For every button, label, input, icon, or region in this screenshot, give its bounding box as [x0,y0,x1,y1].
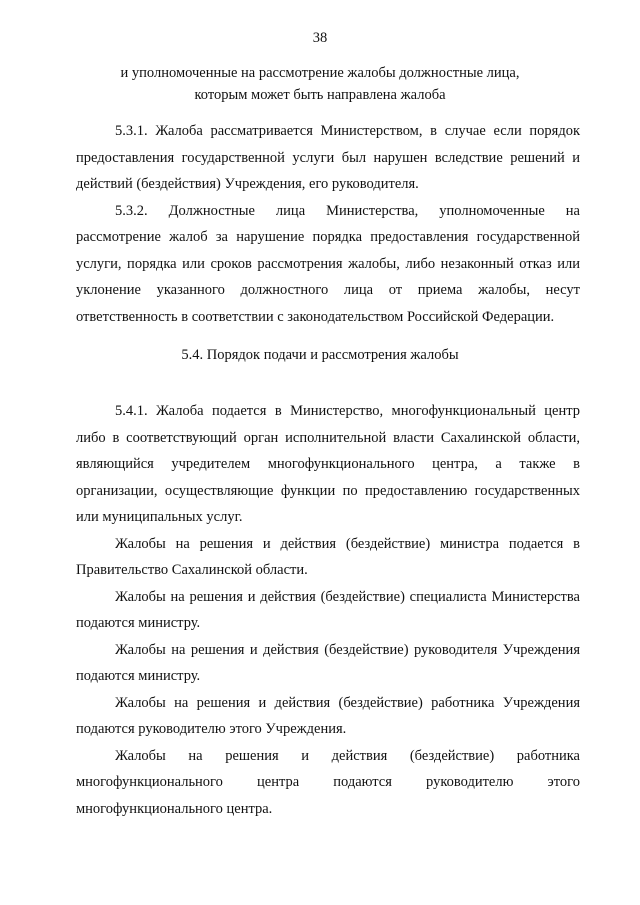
paragraph-block-5-4 [76,398,580,822]
section-heading-officials [60,62,580,106]
paragraph-employee-complaints: Жалобы на решения и действия (бездействие) работника Учреждения подаются руководителю этого Учреждения. [76,694,580,737]
paragraph-specialist-complaints: Жалобы на решения и действия (бездействие) специалиста Министерства подаются министру. [76,588,580,631]
paragraph-block-5-3 [76,118,580,330]
paragraph-minister-complaints: Жалобы на решения и действия (бездействие) министра подается в Правительство Сахалинской области. [76,535,580,578]
paragraph-5-3-2: 5.3.2. Должностные лица Министерства, уполномоченные на рассмотрение жалоб за нарушение порядка предоставления государственной услуги, порядка или сроков рассмотрения жалобы, либо незаконный отказ или уклонение указанного должностного лица от приема жалобы, несут ответственность в соответствии с законодательством Российской Федерации. [76,202,580,325]
paragraph-5-4-1: 5.4.1. Жалоба подается в Министерство, многофункциональный центр либо в соответствующий орган исполнительной власти Сахалинской области, являющийся учредителем многофункционального центра, а также в организации, осуществляющие функции по предоставлению государственных или муниципальных услуг. [76,403,580,525]
section-heading-line-1: и уполномоченные на рассмотрение жалобы должностные лица, [120,65,520,81]
page-number: 38 [312,30,328,46]
section-heading-line-2: которым может быть направлена жалоба [194,87,446,103]
paragraph-head-complaints: Жалобы на решения и действия (бездействие) руководителя Учреждения подаются министру. [76,641,580,684]
paragraph-5-3-1: 5.3.1. Жалоба рассматривается Министерством, в случае если порядок предоставления государственной услуги был нарушен вследствие решений и действий (бездействия) Учреждения, его руководителя. [76,123,580,192]
paragraph-mfc-complaints: Жалобы на решения и действия (бездействие) работника многофункционального центра подаются руководителю этого многофункционального центра. [76,747,580,817]
section-heading-5-4: 5.4. Порядок подачи и рассмотрения жалобы [181,347,459,363]
